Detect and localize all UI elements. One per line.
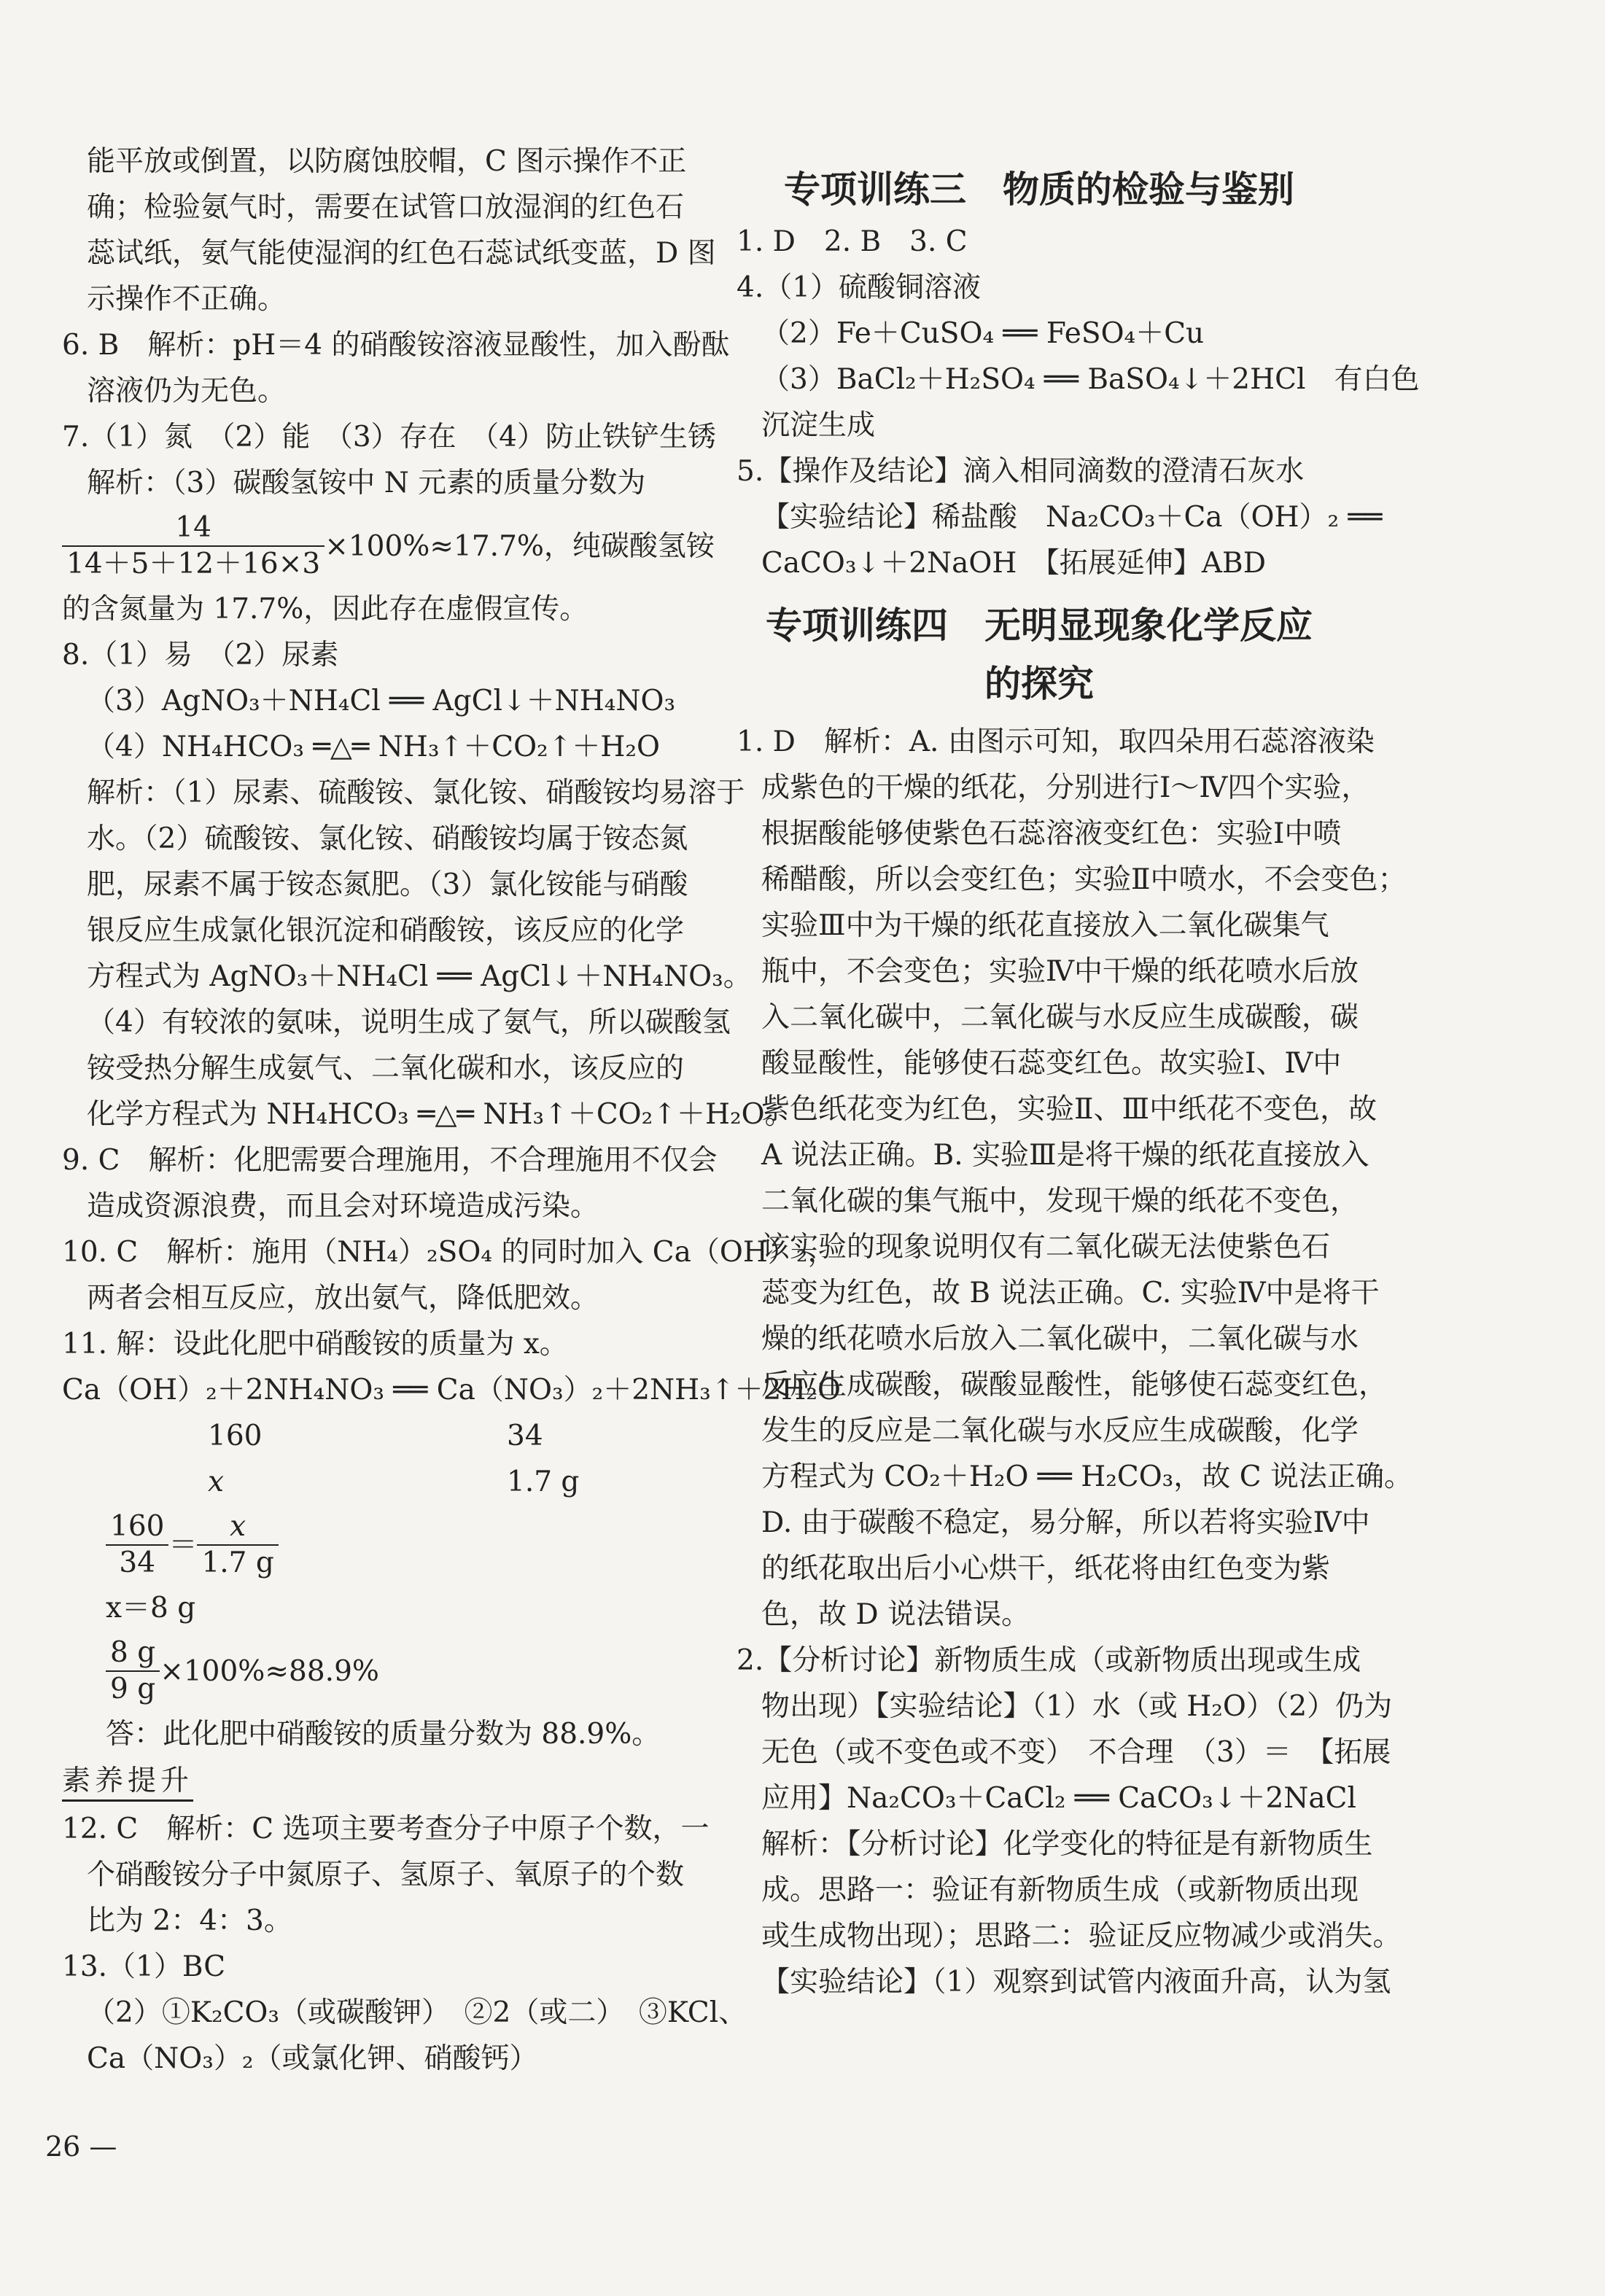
fraction xyxy=(62,510,325,582)
fraction-denominator: 9 g xyxy=(110,1673,156,1705)
text-line: 蕊变为红色，故 B 说法正确。C. 实验Ⅳ中是将干 xyxy=(761,1277,1380,1310)
text-line: 酸显酸性，能够使石蕊变红色。故实验Ⅰ、Ⅳ中 xyxy=(761,1047,1342,1080)
fraction-rest: ×100%≈88.9% xyxy=(160,1654,379,1688)
text-line: 方程式为 AgNO₃＋NH₄Cl ══ AgCl↓＋NH₄NO₃。 xyxy=(87,960,752,993)
text-line: D. 由于碳酸不稳定，易分解，所以若将实验Ⅳ中 xyxy=(761,1506,1370,1539)
answer-1-3: 1. D 2. B 3. C xyxy=(737,225,968,258)
text-line: 实验Ⅲ中为干燥的纸花直接放入二氧化碳集气 xyxy=(761,909,1329,942)
equals-sign: ＝ xyxy=(168,1528,198,1562)
equation-line: （4）NH₄HCO₃ ═△═ NH₃↑＋CO₂↑＋H₂O xyxy=(87,731,660,763)
text-line: 蕊试纸，氨气能使湿润的红色石蕊试纸变蓝，D 图 xyxy=(87,237,716,270)
fraction xyxy=(106,1509,168,1581)
text-line: 比为 2：4：3。 xyxy=(87,1904,292,1937)
text-line: 色，故 D 说法错误。 xyxy=(761,1598,1030,1631)
text-line: 该实验的现象说明仅有二氧化碳无法使紫色石 xyxy=(761,1231,1331,1264)
text-line: 稀醋酸，所以会变红色；实验Ⅱ中喷水，不会变色； xyxy=(761,863,1407,896)
text-line: A 说法正确。B. 实验Ⅲ是将干燥的纸花直接放入 xyxy=(761,1139,1369,1172)
text-line: 【实验结论】（1）观察到试管内液面升高，认为氢 xyxy=(761,1966,1391,1999)
text-line: （2）①K₂CO₃（或碳酸钾） ②2（或二） ③KCl、 xyxy=(87,1996,747,2029)
text-line: 解析：（3）碳酸氢铵中 N 元素的质量分数为 xyxy=(87,467,646,499)
calc-value: 34 xyxy=(507,1420,543,1452)
text-line: 瓶中，不会变色；实验Ⅳ中干燥的纸花喷水后放 xyxy=(761,955,1359,988)
text-line: 无色（或不变色或不变） 不合理 （3）＝ 【拓展 xyxy=(761,1736,1391,1769)
text-line: 两者会相互反应，放出氨气，降低肥效。 xyxy=(87,1282,599,1315)
text-line: 或生成物出现）；思路二：验证反应物减少或消失。 xyxy=(761,1920,1402,1953)
text-line: （4）有较浓的氨味，说明生成了氨气，所以碳酸氢 xyxy=(87,1006,731,1039)
text-line: 二氧化碳的集气瓶中，发现干燥的纸花不变色， xyxy=(761,1185,1359,1218)
answer-5: 5.【操作及结论】滴入相同滴数的澄清石灰水 xyxy=(737,455,1305,488)
equation-line: Ca（OH）₂＋2NH₄NO₃ ══ Ca（NO₃）₂＋2NH₃↑＋2H₂O xyxy=(62,1374,841,1406)
text-line: 银反应生成氯化银沉淀和硝酸铵，该反应的化学 xyxy=(87,914,685,947)
calc-row xyxy=(62,1459,664,1505)
text-line: 确；检验氨气时，需要在试管口放湿润的红色石 xyxy=(87,191,685,224)
equation-line: （3）BaCl₂＋H₂SO₄ ══ BaSO₄↓＋2HCl 有白色 xyxy=(761,363,1420,396)
text-line: 造成资源浪费，而且会对环境造成污染。 xyxy=(87,1190,599,1223)
text-line: 根据酸能够使紫色石蕊溶液变红色：实验Ⅰ中喷 xyxy=(761,817,1342,850)
text-line: CaCO₃↓＋2NaOH 【拓展延伸】ABD xyxy=(761,547,1266,580)
answer-10: 10. C 解析：施用（NH₄）₂SO₄ 的同时加入 Ca（OH）₂， xyxy=(62,1236,836,1269)
fraction-numerator: 14 xyxy=(62,510,325,547)
fraction-numerator: x xyxy=(197,1509,278,1546)
text-line: 成。思路一：验证有新物质生成（或新物质出现 xyxy=(761,1874,1359,1907)
text-line: 反应生成碳酸，碳酸显酸性，能够使石蕊变红色， xyxy=(761,1369,1388,1401)
section-heading-wrap xyxy=(62,1757,664,1806)
answer-7: 7.（1）氮 （2）能 （3）存在 （4）防止铁铲生锈 xyxy=(62,421,716,454)
answer-1: 1. D 解析：A. 由图示可知，取四朵用石蕊溶液染 xyxy=(737,725,1375,758)
answer-6: 6. B 解析：pH＝4 的硝酸铵溶液显酸性，加入酚酞 xyxy=(62,329,730,362)
text-line: 化学方程式为 NH₄HCO₃ ═△═ NH₃↑＋CO₂↑＋H₂O。 xyxy=(87,1098,793,1131)
text-line: 水。（2）硫酸铵、氯化铵、硝酸铵均属于铵态氮 xyxy=(87,822,688,855)
text-line: 能平放或倒置，以防腐蚀胶帽，C 图示操作不正 xyxy=(87,145,687,178)
answer-12: 12. C 解析：C 选项主要考查分子中原子个数，一 xyxy=(62,1813,710,1845)
calc-row xyxy=(62,1413,664,1459)
right-column xyxy=(737,139,1420,2005)
text-line: 应用】Na₂CO₃＋CaCl₂ ══ CaCO₃↓＋2NaCl xyxy=(761,1782,1356,1815)
section-title: 专项训练三 物质的检验与鉴别 xyxy=(784,168,1294,211)
fraction-line xyxy=(62,1631,664,1711)
text-line: 溶液仍为无色。 xyxy=(87,375,287,408)
answer-13: 13.（1）BC xyxy=(62,1950,226,1983)
text-line: 个硝酸铵分子中氮原子、氢原子、氧原子的个数 xyxy=(87,1859,685,1891)
text-line: 物出现）【实验结论】（1）水（或 H₂O）（2）仍为 xyxy=(761,1690,1393,1723)
fraction-denominator: 34 xyxy=(119,1546,156,1579)
text-line: 入二氧化碳中，二氧化碳与水反应生成碳酸，碳 xyxy=(761,1001,1359,1034)
section-heading: 素养提升 xyxy=(62,1763,193,1802)
page-number: 26 — xyxy=(45,2130,117,2163)
text-line: 【实验结论】稀盐酸 Na₂CO₃＋Ca（OH）₂ ══ xyxy=(761,501,1383,534)
text-line: 解析：【分析讨论】化学变化的特征是有新物质生 xyxy=(761,1828,1373,1861)
text-line: 发生的反应是二氧化碳与水反应生成碳酸，化学 xyxy=(761,1414,1359,1447)
text-line: 燥的纸花喷水后放入二氧化碳中，二氧化碳与水 xyxy=(761,1323,1359,1355)
text-line: 肥，尿素不属于铵态氮肥。（3）氯化铵能与硝酸 xyxy=(87,868,688,901)
section-title: 专项训练四 无明显现象化学反应 xyxy=(766,604,1313,647)
answer-11: 11. 解：设此化肥中硝酸铵的质量为 x。 xyxy=(62,1328,568,1361)
equation-line: （3）AgNO₃＋NH₄Cl ══ AgCl↓＋NH₄NO₃ xyxy=(87,685,676,717)
text-line: 沉淀生成 xyxy=(761,409,876,442)
text-line: 解析：（1）尿素、硫酸铵、氯化铵、硝酸铵均易溶于 xyxy=(87,777,745,809)
text-line: 方程式为 CO₂＋H₂O ══ H₂CO₃，故 C 说法正确。 xyxy=(761,1460,1412,1493)
fraction-numerator: 160 xyxy=(106,1509,168,1546)
fraction-line xyxy=(62,506,715,586)
fraction-rest: ×100%≈17.7%，纯碳酸氢铵 xyxy=(325,529,715,563)
fraction xyxy=(197,1509,278,1581)
fraction-denominator: 1.7 g xyxy=(201,1546,274,1579)
text-line: 示操作不正确。 xyxy=(87,283,287,316)
answer-statement: 答：此化肥中硝酸铵的质量分数为 88.9%。 xyxy=(106,1718,661,1751)
answer-4: 4.（1）硫酸铜溶液 xyxy=(737,271,982,304)
text-line: 紫色纸花变为红色，实验Ⅱ、Ⅲ中纸花不变色，故 xyxy=(761,1093,1377,1126)
fraction-line xyxy=(62,1505,664,1585)
text-line: 的含氮量为 17.7%，因此存在虚假宣传。 xyxy=(62,593,588,626)
text-line: Ca（NO₃）₂（或氯化钾、硝酸钙） xyxy=(87,2042,538,2075)
answer-2: 2.【分析讨论】新物质生成（或新物质出现或生成 xyxy=(737,1644,1361,1677)
text-line: x＝8 g xyxy=(106,1592,196,1624)
fraction-numerator: 8 g xyxy=(106,1635,160,1672)
text-line: 的纸花取出后小心烘干，纸花将由红色变为紫 xyxy=(761,1552,1331,1585)
fraction xyxy=(106,1635,160,1707)
fraction-denominator: 14＋5＋12＋16×3 xyxy=(66,548,321,580)
text-line: 成紫色的干燥的纸花，分别进行Ⅰ～Ⅳ四个实验， xyxy=(761,771,1370,804)
text-line: 铵受热分解生成氨气、二氧化碳和水，该反应的 xyxy=(87,1052,685,1085)
answer-9: 9. C 解析：化肥需要合理施用，不合理施用不仅会 xyxy=(62,1144,718,1177)
calc-value: x xyxy=(208,1466,224,1498)
answer-8: 8.（1）易 （2）尿素 xyxy=(62,639,339,672)
section-title-cont: 的探究 xyxy=(984,663,1094,705)
calc-value: 1.7 g xyxy=(507,1466,580,1498)
calc-value: 160 xyxy=(208,1420,263,1452)
equation-line: （2）Fe＋CuSO₄ ══ FeSO₄＋Cu xyxy=(761,317,1205,350)
